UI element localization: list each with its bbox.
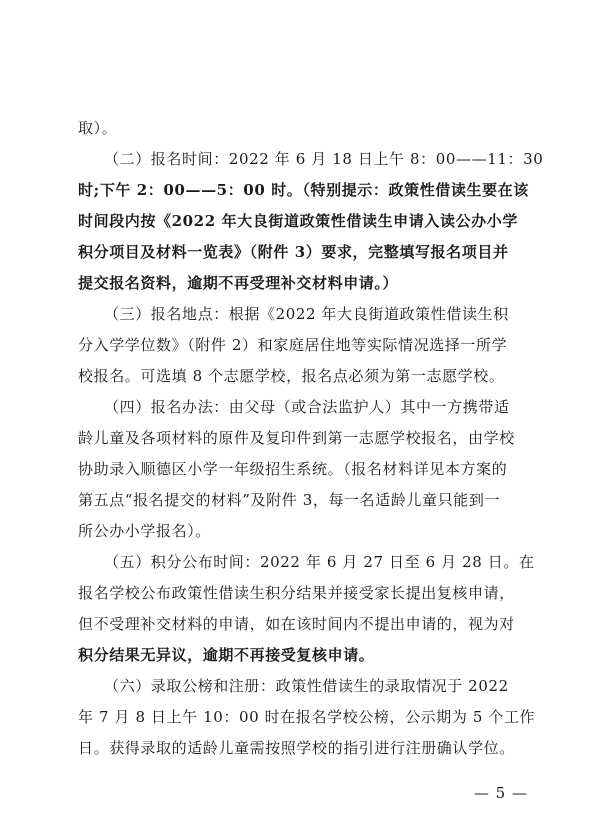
- text-line-18: 积分结果无异议，逾期不再接受复核申请。: [78, 646, 375, 664]
- text-line-15: （五）积分公布时间：2022 年 6 月 27 日至 6 月 28 日。在: [104, 553, 535, 571]
- text-line-4: 时间段内按《2022 年大良街道政策性借读生申请入读公办小学: [78, 212, 518, 230]
- text-line-9: 校报名。可选填 8 个志愿学校，报名点必须为第一志愿学校。: [78, 367, 505, 385]
- page-number: — 5 —: [473, 784, 528, 802]
- text-line-14: 所公办小学报名）。: [78, 522, 211, 540]
- text-line-21: 日。获得录取的适龄儿童需按照学校的指引进行注册确认学位。: [78, 739, 515, 757]
- text-line-17: 但不受理补交材料的申请，如在该时间内不提出申请的，视为对: [78, 615, 515, 633]
- text-line-5: 积分项目及材料一览表》（附件 3）要求，完整填写报名项目并: [78, 243, 509, 261]
- text-line-16: 报名学校公布政策性借读生积分结果并接受家长提出复核申请，: [78, 584, 515, 602]
- text-line-19: （六）录取公榜和注册：政策性借读生的录取情况于 2022: [104, 677, 509, 695]
- text-line-2: （二）报名时间：2022 年 6 月 18 日上午 8：00——11：30: [104, 150, 544, 168]
- text-line-1: 取）。: [78, 119, 118, 137]
- text-line-6: 提交报名资料，逾期不再受理补交材料申请。）: [78, 274, 399, 292]
- text-line-3: 时;下午 2：00——5：00 时。（特别提示：政策性借读生要在该: [78, 181, 529, 199]
- text-line-11: 龄儿童及各项材料的原件及复印件到第一志愿学校报名，由学校: [78, 429, 515, 447]
- text-line-13: 第五点“报名提交的材料”及附件 3，每一名适龄儿童只能到一: [78, 491, 501, 509]
- text-line-20: 年 7 月 8 日上午 10：00 时在报名学校公榜，公示期为 5 个工作: [78, 708, 536, 726]
- text-line-7: （三）报名地点：根据《2022 年大良街道政策性借读生积: [104, 305, 509, 323]
- text-line-12: 协助录入顺德区小学一年级招生系统。（报名材料详见本方案的: [78, 460, 508, 478]
- text-line-8: 分入学学位数》（附件 2）和家庭居住地等实际情况选择一所学: [78, 336, 508, 354]
- text-line-10: （四）报名办法：由父母（或合法监护人）其中一方携带适: [104, 398, 510, 416]
